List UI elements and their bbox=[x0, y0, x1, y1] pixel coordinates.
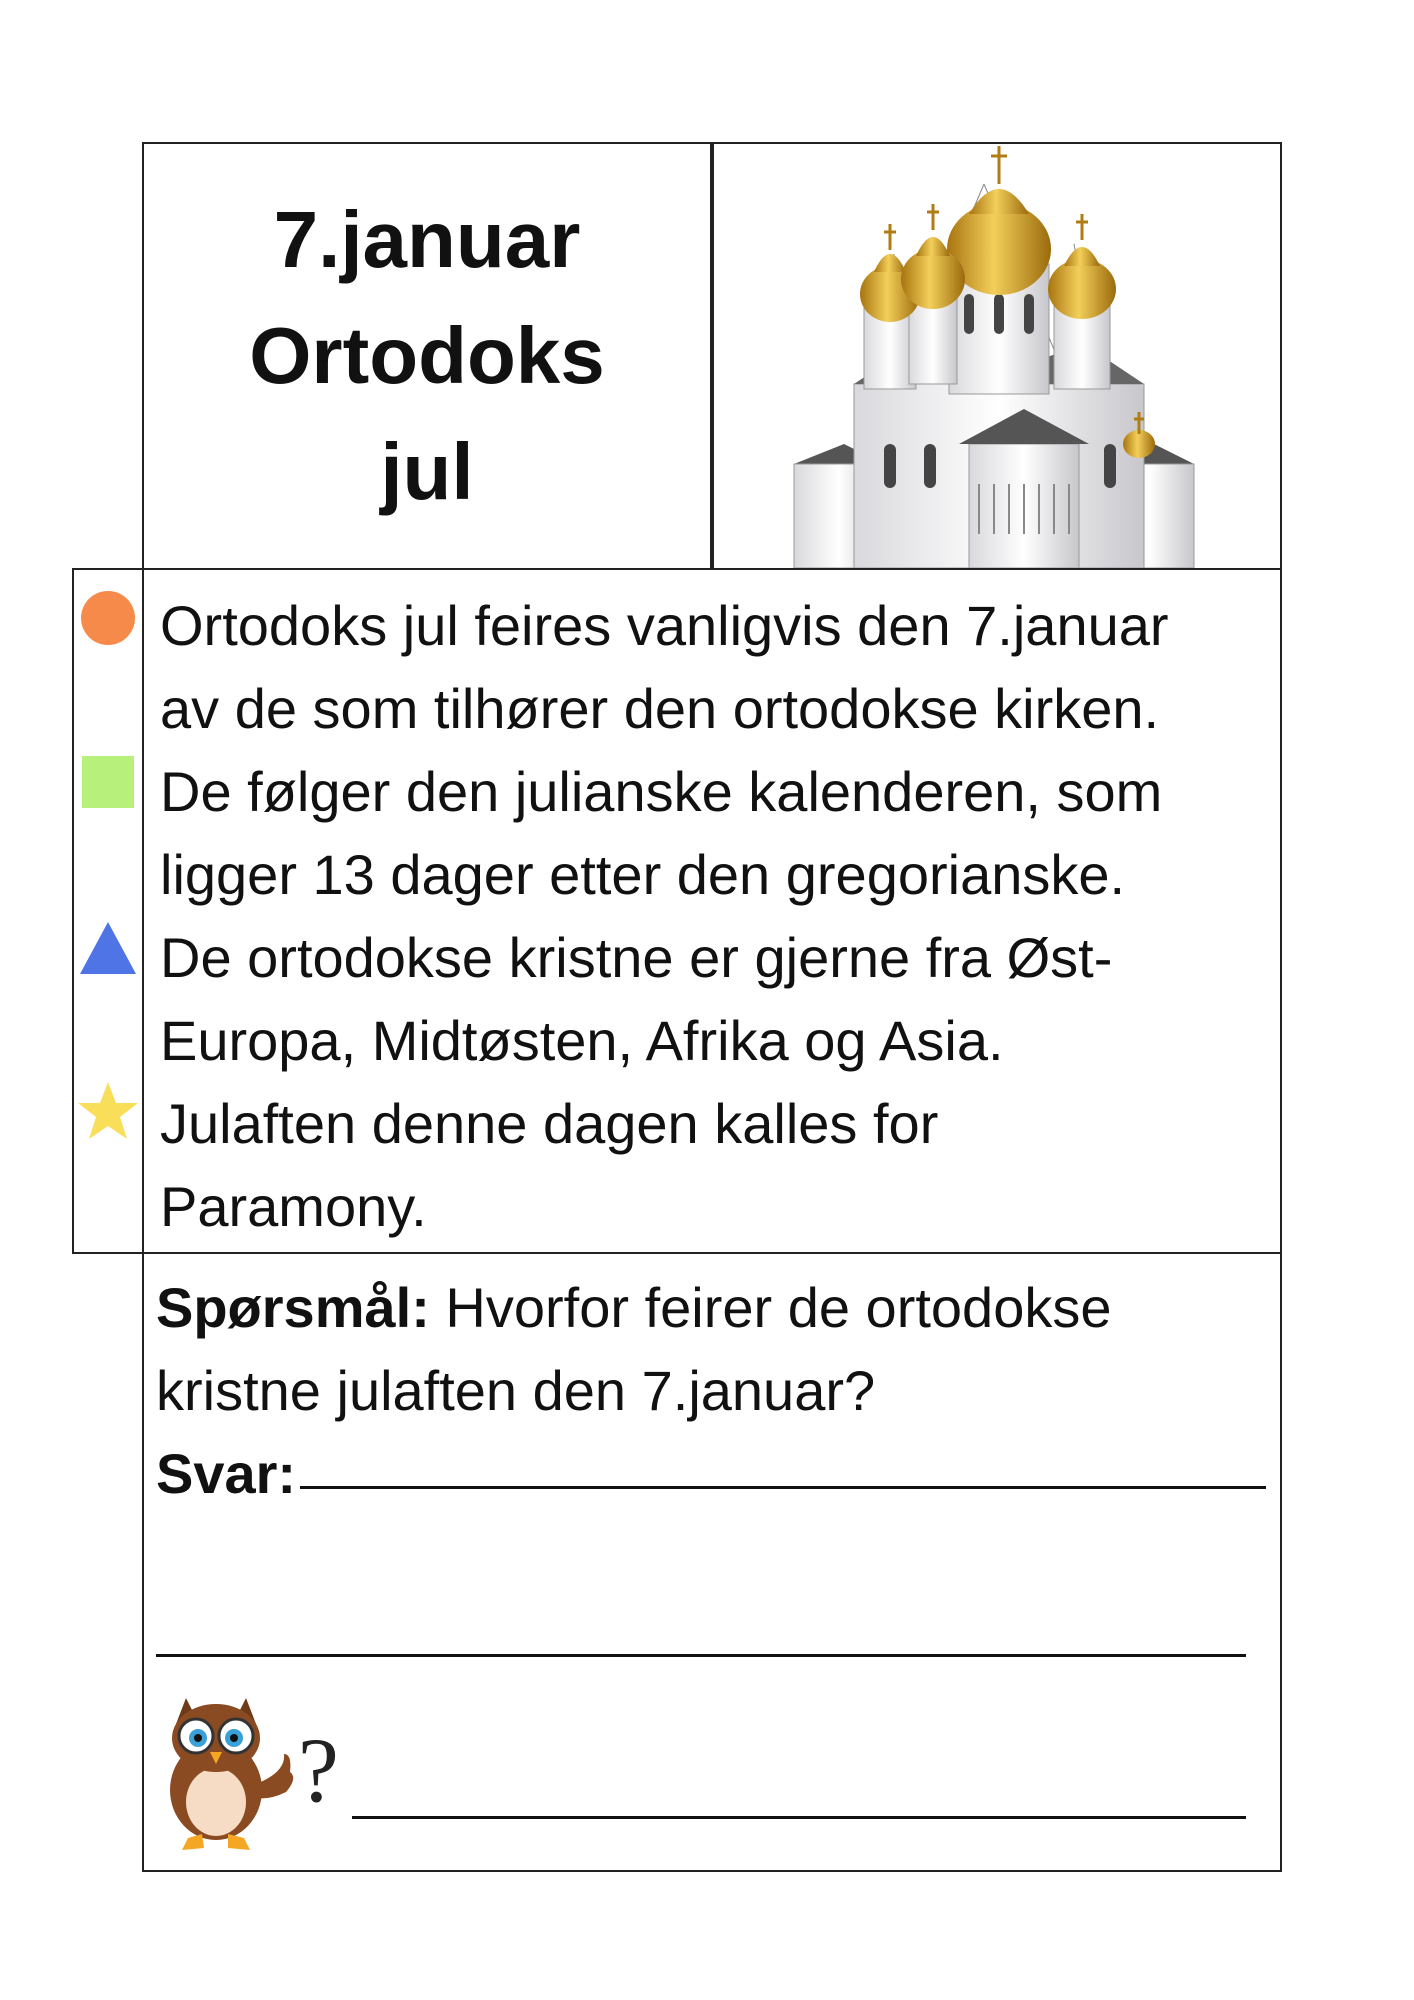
yellow-star-icon bbox=[76, 1080, 140, 1142]
owl-thumbs-up-icon bbox=[158, 1694, 298, 1854]
fact-line: Ortodoks jul feires vanligvis den 7.januar bbox=[160, 594, 1169, 657]
answer-row bbox=[156, 1432, 1280, 1515]
fact-line: De følger den julianske kalenderen, som bbox=[160, 760, 1163, 823]
fact-line: De ortodokse kristne er gjerne fra Øst- bbox=[160, 926, 1113, 989]
orange-circle-icon bbox=[78, 588, 138, 648]
orthodox-cathedral-icon bbox=[714, 144, 1280, 568]
question-mark: ? bbox=[298, 1719, 339, 1821]
title-line-2: Ortodoks bbox=[249, 311, 605, 400]
title-line-3: jul bbox=[380, 427, 474, 516]
title-box bbox=[142, 142, 712, 570]
question-line-2: kristne julaften den 7.januar? bbox=[156, 1359, 876, 1422]
blue-triangle-icon bbox=[78, 920, 138, 976]
answer-line-1[interactable] bbox=[300, 1486, 1266, 1489]
question-line-1 bbox=[156, 1266, 1280, 1349]
answer-line-2[interactable] bbox=[156, 1654, 1246, 1657]
question-text: Hvorfor feirer de ortodokse bbox=[429, 1276, 1112, 1339]
fact-line: av de som tilhører den ortodokse kirken. bbox=[160, 677, 1160, 740]
facts-box bbox=[142, 568, 1282, 1254]
fact-line: ligger 13 dager etter den gregorianske. bbox=[160, 843, 1126, 906]
answer-line-3[interactable] bbox=[352, 1816, 1246, 1819]
green-square-icon bbox=[80, 754, 136, 810]
question-label: Spørsmål: bbox=[156, 1276, 430, 1339]
image-box bbox=[712, 142, 1282, 570]
fact-line: Europa, Midtøsten, Afrika og Asia. bbox=[160, 1009, 1004, 1072]
title-line-1: 7.januar bbox=[273, 195, 581, 284]
answer-label: Svar: bbox=[156, 1442, 297, 1505]
fact-line: Paramony. bbox=[160, 1175, 427, 1238]
fact-line: Julaften denne dagen kalles for bbox=[160, 1092, 939, 1155]
marker-column bbox=[72, 568, 144, 1254]
